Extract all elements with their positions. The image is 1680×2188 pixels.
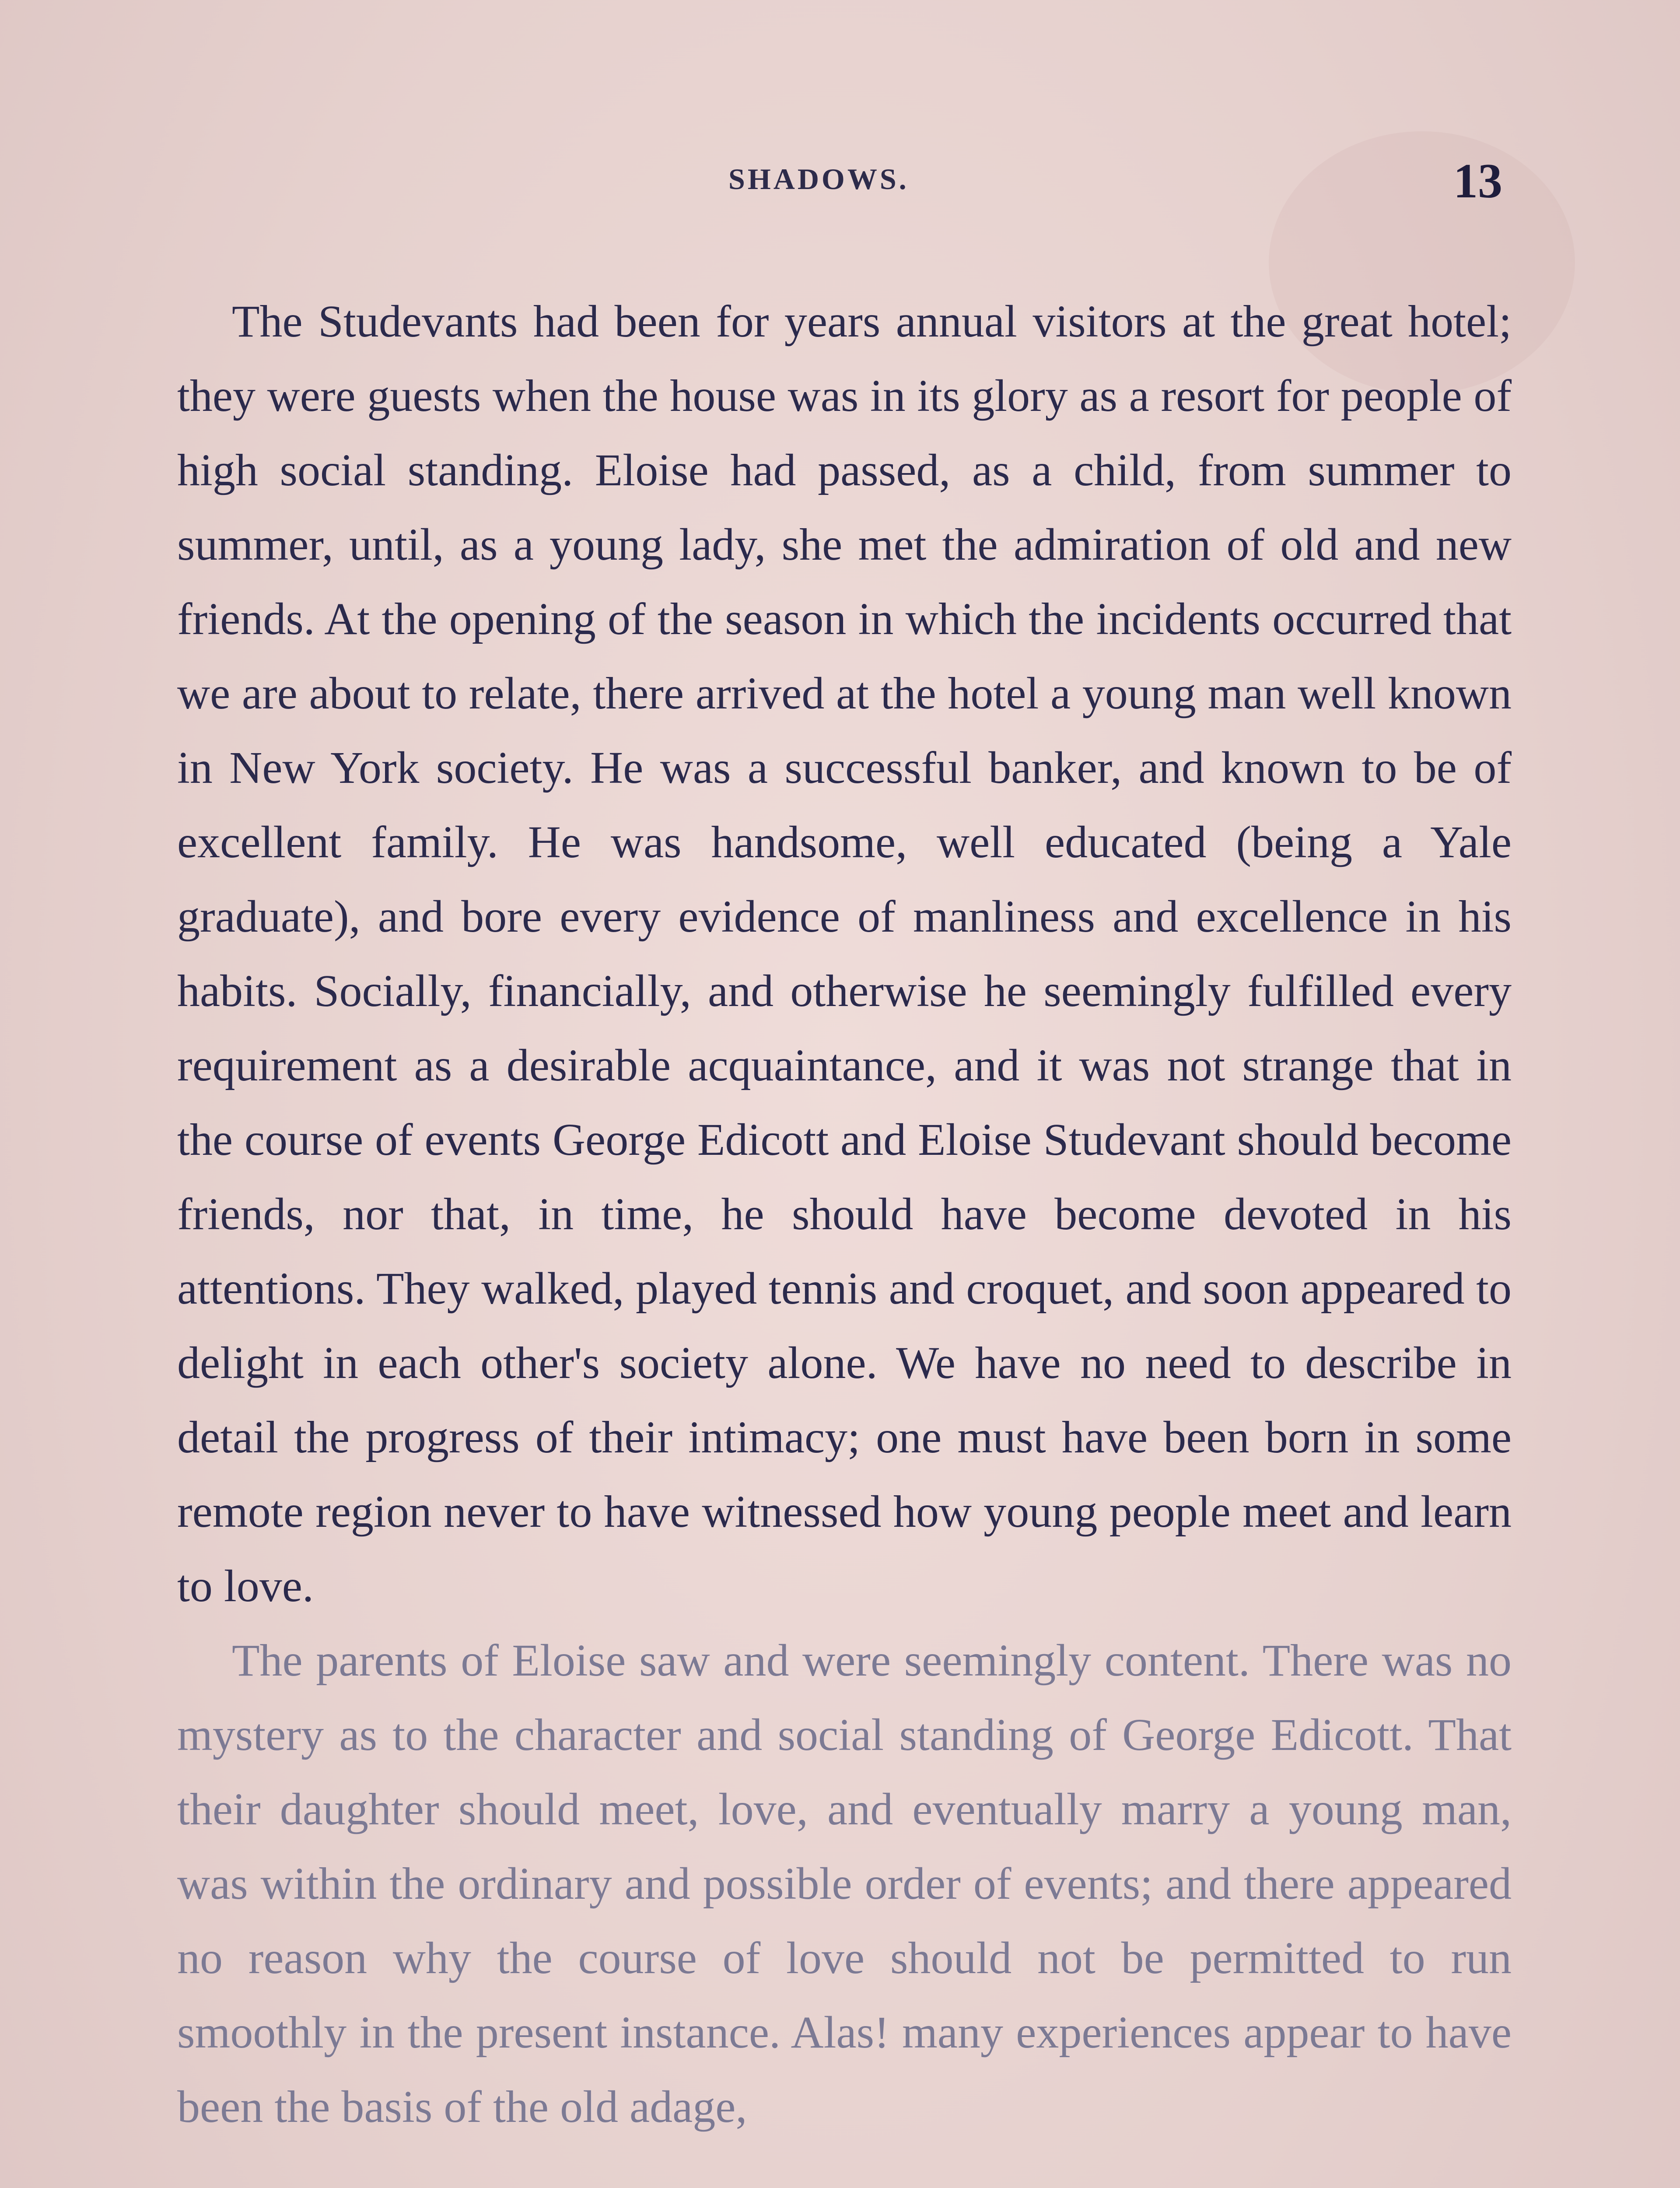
page-number: 13	[1453, 154, 1502, 208]
running-head-title: SHADOWS.	[728, 162, 909, 196]
body-text	[177, 284, 1512, 2144]
paragraph: The parents of Eloise saw and were seemingly content. There was no mystery as to the character and social standing of George Edicott. That their daughter should meet, love, and eventually marry a young man, was within the ordinary and possible order of events; and there appeared no reason why the course of love should not be permitted to run smoothly in the present instance. Alas! many experiences appear to have been the basis of the old adage,	[177, 1635, 1512, 2132]
running-head	[0, 153, 1680, 214]
paragraph: The Studevants had been for years annual visitors at the great hotel; they were guests when the house was in its glory as a resort for people of high social standing. Eloise had passed, as a child, from summer to summer, until, as a young lady, she met the admiration of old and new friends. At the opening of the season in which the incidents occurred that we are about to relate, there arrived at the hotel a young man well known in New York society. He was a successful banker, and known to be of excellent family. He was handsome, well educated (being a Yale graduate), and bore every evidence of manliness and excellence in his habits. Socially, financially, and otherwise he seemingly fulfilled every requirement as a desirable acquaintance, and it was not strange that in the course of events George Edicott and Eloise Studevant should become friends, nor that, in time, he should have become devoted in his attentions. They walked, played tennis and croquet, and soon appeared to delight in each other's society alone. We have no need to describe in detail the progress of their intimacy; one must have been born in some remote region never to have witnessed how young people meet and learn to love.	[177, 296, 1512, 1611]
